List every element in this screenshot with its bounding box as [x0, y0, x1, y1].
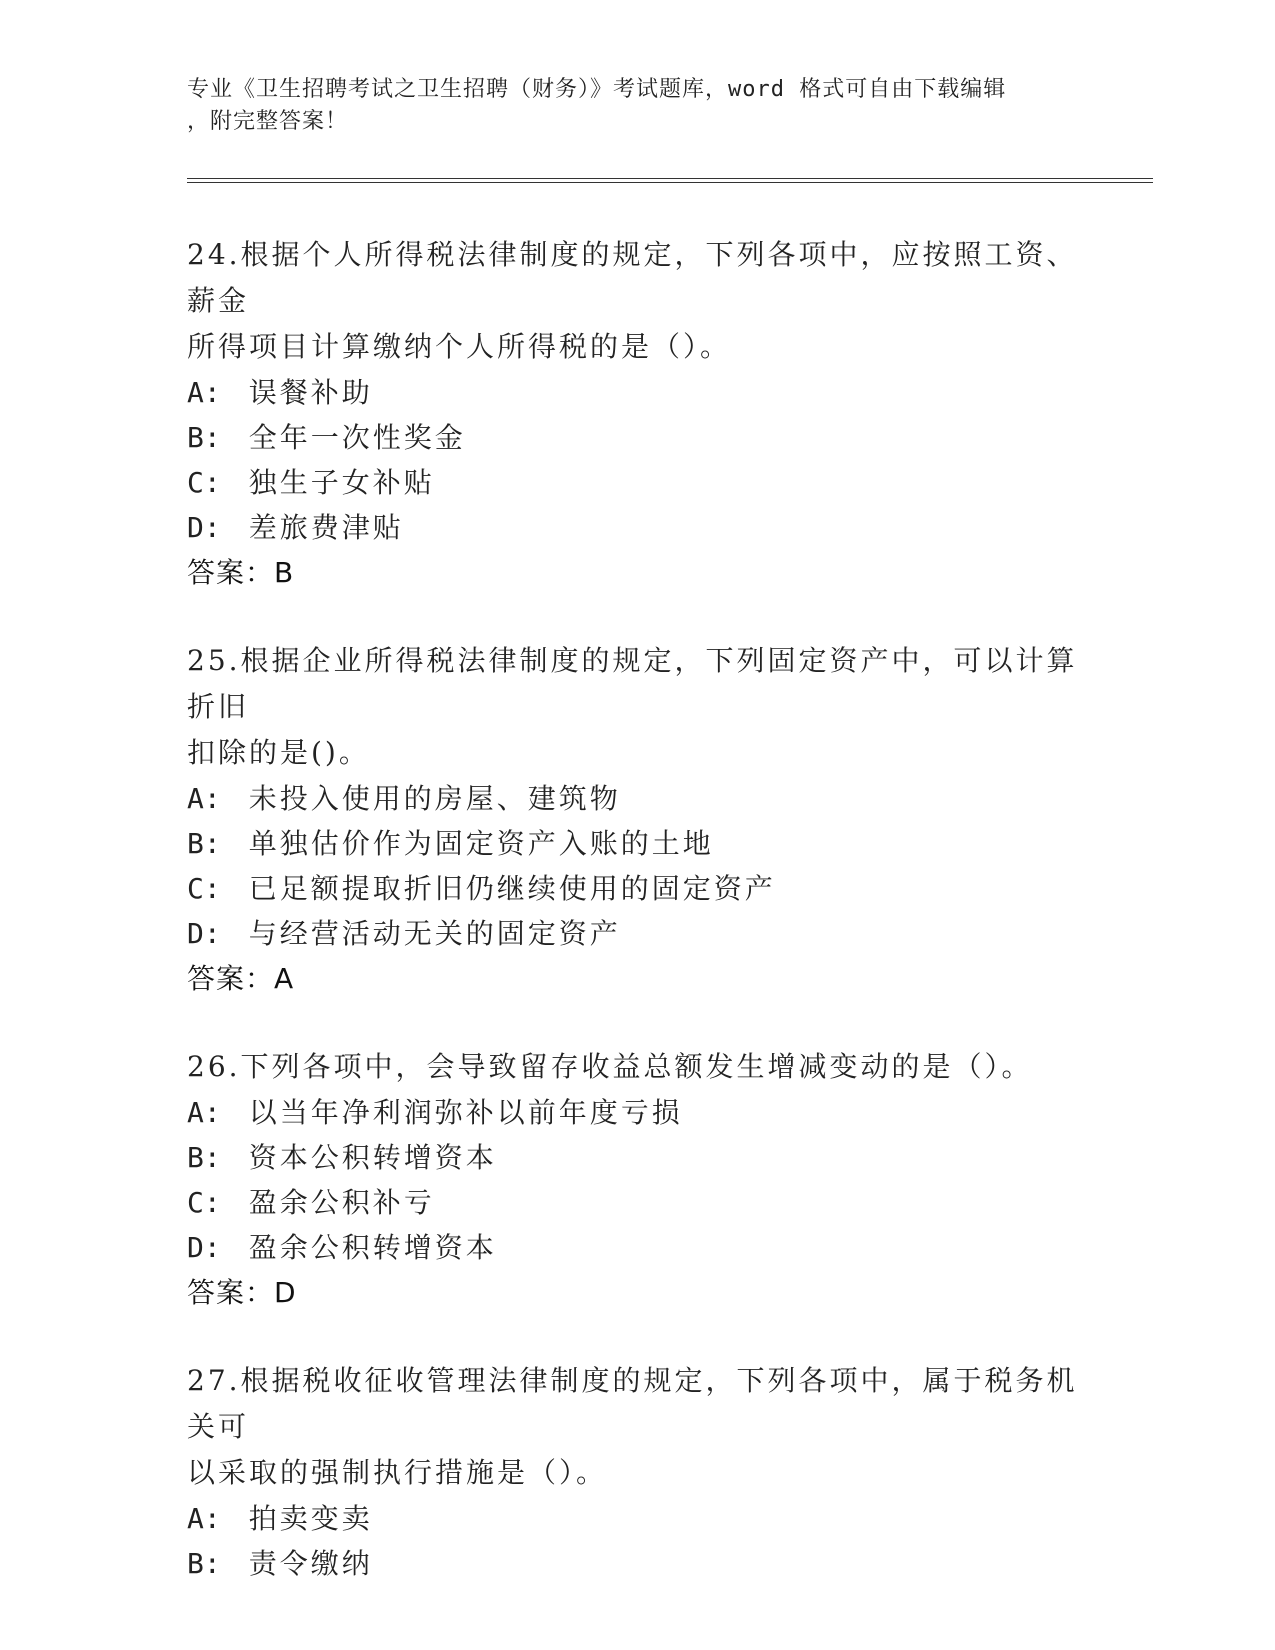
option-b	[187, 821, 1087, 866]
option-text: 盈余公积补亏	[248, 1186, 435, 1219]
option-c	[187, 866, 1087, 911]
option-key: D:	[187, 917, 221, 950]
option-b	[187, 1541, 1087, 1586]
option-key: A:	[187, 1502, 221, 1535]
question-stem	[187, 232, 1087, 370]
option-b	[187, 1135, 1087, 1180]
option-key: B:	[187, 1547, 221, 1580]
option-c	[187, 460, 1087, 505]
option-text: 未投入使用的房屋、建筑物	[248, 782, 621, 815]
question-list	[187, 232, 1087, 1628]
option-a	[187, 370, 1087, 415]
question-24	[187, 232, 1087, 596]
answer-line: 答案：D	[187, 1276, 297, 1309]
header-divider	[187, 178, 1153, 183]
option-key: A:	[187, 782, 221, 815]
header-line-1: 专业《卫生招聘考试之卫生招聘（财务）》考试题库，word 格式可自由下载编辑	[187, 77, 1007, 102]
question-stem	[187, 1044, 1087, 1090]
option-d	[187, 505, 1087, 550]
option-key: B:	[187, 1141, 221, 1174]
question-stem	[187, 638, 1087, 776]
option-a	[187, 1496, 1087, 1541]
option-text: 责令缴纳	[248, 1547, 373, 1580]
option-d	[187, 911, 1087, 956]
option-key: B:	[187, 827, 221, 860]
question-stem	[187, 1358, 1087, 1496]
option-text: 与经营活动无关的固定资产	[248, 917, 621, 950]
option-text: 误餐补助	[248, 376, 373, 409]
option-key: C:	[187, 872, 221, 905]
option-a	[187, 776, 1087, 821]
option-text: 盈余公积转增资本	[248, 1231, 497, 1264]
option-text: 独生子女补贴	[248, 466, 435, 499]
option-a	[187, 1090, 1087, 1135]
header-line-2: ，附完整答案！	[187, 109, 349, 134]
option-text: 拍卖变卖	[248, 1502, 373, 1535]
document-header	[187, 74, 1067, 138]
option-key: C:	[187, 1186, 221, 1219]
option-key: A:	[187, 1096, 221, 1129]
question-25	[187, 638, 1087, 1002]
option-text: 单独估价作为固定资产入账的土地	[248, 827, 714, 860]
stem-line: 所得项目计算缴纳个人所得税的是（）。	[187, 330, 732, 363]
option-b	[187, 415, 1087, 460]
question-26	[187, 1044, 1087, 1316]
question-27	[187, 1358, 1087, 1586]
option-key: D:	[187, 511, 221, 544]
option-key: C:	[187, 466, 221, 499]
stem-line: 26.下列各项中，会导致留存收益总额发生增减变动的是（）。	[187, 1050, 1033, 1083]
answer-line: 答案：B	[187, 556, 295, 589]
option-c	[187, 1180, 1087, 1225]
option-text: 差旅费津贴	[248, 511, 404, 544]
stem-line: 27.根据税收征收管理法律制度的规定，下列各项中，属于税务机关可	[187, 1364, 1078, 1443]
option-key: D:	[187, 1231, 221, 1264]
option-key: A:	[187, 376, 221, 409]
stem-line: 25.根据企业所得税法律制度的规定，下列固定资产中，可以计算折旧	[187, 644, 1078, 723]
option-text: 全年一次性奖金	[248, 421, 466, 454]
stem-line: 扣除的是()。	[187, 736, 370, 769]
option-text: 以当年净利润弥补以前年度亏损	[248, 1096, 683, 1129]
option-text: 资本公积转增资本	[248, 1141, 497, 1174]
option-key: B:	[187, 421, 221, 454]
option-text: 已足额提取折旧仍继续使用的固定资产	[248, 872, 776, 905]
stem-line: 24.根据个人所得税法律制度的规定，下列各项中，应按照工资、薪金	[187, 238, 1078, 317]
stem-line: 以采取的强制执行措施是（）。	[187, 1456, 608, 1489]
option-d	[187, 1225, 1087, 1270]
answer-line: 答案：A	[187, 962, 295, 995]
